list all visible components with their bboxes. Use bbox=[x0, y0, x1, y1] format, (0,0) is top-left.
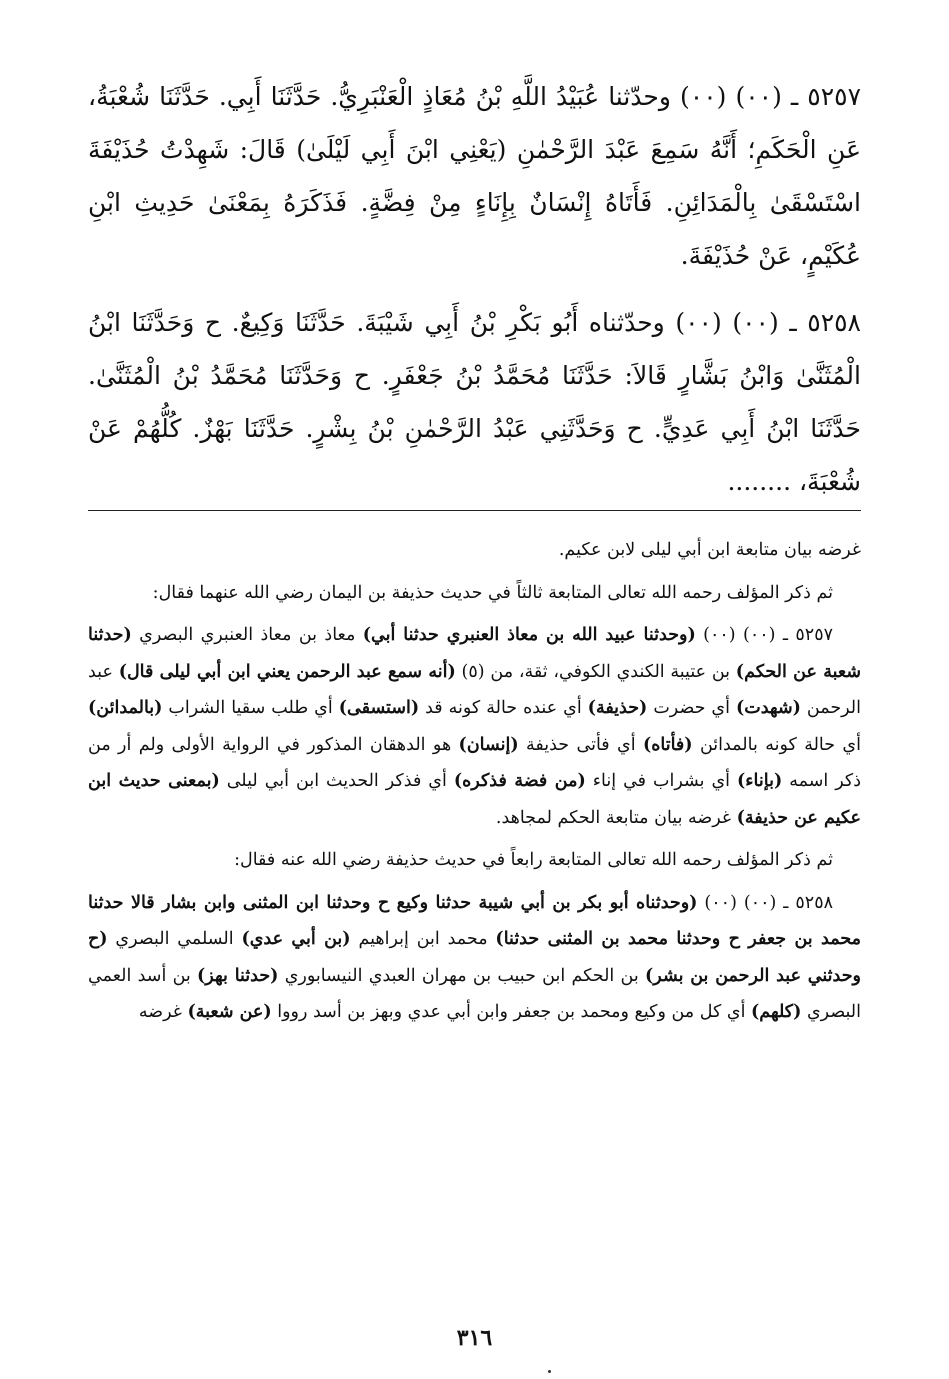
quoted-text: (بن أبي عدي) bbox=[241, 929, 351, 949]
commentary-paragraph-5258 bbox=[88, 885, 861, 1031]
hadith-number: ٥٢٥٧ ـ (٠٠) (٠٠) bbox=[695, 625, 833, 645]
hadith-5258-text: ٥٢٥٨ ـ (٠٠) (٠٠) وحدّثناه أَبُو بَكْرِ بْنُ أَبِي شَيْبَةَ. حَدَّثَنَا وَكِيعٌ. ح وَحَدَّثَنَا ابْنُ الْمُثَنَّىٰ وَابْنُ بَشَّارٍ قَالاَ: حَدَّثَنَا مُحَمَّدُ بْنُ جَعْفَرٍ. ح وَحَدَّثَنَا مُحَمَّدُ بْنُ الْمُثَنَّىٰ. حَدَّثَنَا ابْنُ أَبِي عَدِيٍّ. ح وَحَدَّثَنِي عَبْدُ الرَّحْمٰنِ بْنُ بِشْرٍ. حَدَّثَنَا بَهْزٌ. كُلُّهُمْ عَنْ شُعْبَةَ، ........ bbox=[88, 308, 861, 496]
explanation-text: بن الحكم ابن حبيب بن مهران العبدي النيسابوري bbox=[278, 965, 646, 986]
hadith-number: ٥٢٥٨ ـ (٠٠) (٠٠) bbox=[697, 892, 833, 913]
quoted-text: (ح وحدثني عبد الرحمن بن بشر) bbox=[88, 929, 862, 986]
explanation-text: أي حالة كونه بالمدائن bbox=[692, 734, 861, 755]
commentary-paragraph-4: ثم ذكر المؤلف رحمه الله تعالى المتابعة رابعاً في حديث حذيفة رضي الله عنه فقال: bbox=[234, 850, 833, 870]
quoted-text: (إنسان) bbox=[458, 734, 519, 755]
commentary-paragraph-2: ثم ذكر المؤلف رحمه الله تعالى المتابعة ثالثاً في حديث حذيفة بن اليمان رضي الله عنهما فقال: bbox=[152, 582, 833, 603]
explanation-text: أي عنده حالة كونه قد bbox=[419, 698, 588, 718]
explanation-text: أي حضرت bbox=[647, 698, 736, 718]
footer-dot bbox=[548, 1370, 551, 1373]
explanation-text: السلمي البصري bbox=[107, 929, 242, 949]
commentary-paragraph-1: غرضه بيان متابعة ابن أبي ليلى لابن عكيم. bbox=[558, 540, 861, 560]
quoted-text: (وحدثنا عبيد الله بن معاذ العنبري حدثنا أبي) bbox=[362, 625, 696, 645]
explanation-text: أي بشراب في إناء bbox=[585, 771, 738, 791]
quoted-text: (أنه سمع عبد الرحمن يعني ابن أبي ليلى قال) bbox=[118, 661, 456, 682]
explanation-text: أي فذكر الحديث ابن أبي ليلى bbox=[219, 771, 454, 791]
page-number: ٣١٦ bbox=[456, 1325, 493, 1351]
quoted-text: (كلهم) bbox=[751, 1002, 802, 1022]
explanation-text: عبد الرحمن bbox=[88, 661, 861, 718]
quoted-text: (بالمدائن) bbox=[88, 698, 163, 718]
hadith-5257-text: ٥٢٥٧ ـ (٠٠) (٠٠) وحدّثنا عُبَيْدُ اللَّهِ بْنُ مُعَاذٍ الْعَنْبَرِيُّ. حَدَّثَنَا أَبِي. حَدَّثَنَا شُعْبَةُ، عَنِ الْحَكَمِ؛ أَنَّهُ سَمِعَ عَبْدَ الرَّحْمٰنِ (يَعْنِي ابْنَ أَبِي لَيْلَىٰ) قَالَ: شَهِدْتُ حُذَيْفَةَ اسْتَسْقَىٰ بِالْمَدَائِنِ. فَأَتَاهُ إِنْسَانٌ بِإِنَاءٍ مِنْ فِضَّةٍ. فَذَكَرَهُ بِمَعْنَىٰ حَدِيثِ ابْنِ عُكَيْمٍ، عَنْ حُذَيْفَةَ. bbox=[88, 82, 861, 270]
quoted-text: (حدثنا بهز) bbox=[197, 965, 279, 986]
explanation-text: هو الدهقان المذكور في الرواية الأولى ولم أر من ذكر اسمه bbox=[88, 734, 862, 791]
commentary-paragraph-5257 bbox=[88, 617, 861, 836]
quoted-text: (وحدثناه أبو بكر بن أبي شيبة حدثنا وكيع ح وحدثنا ابن المثنى وابن بشار قالا حدثنا محمد بن جعفر ح وحدثنا محمد بن المثنى حدثنا) bbox=[88, 892, 861, 949]
explanation-text: محمد ابن إبراهيم bbox=[350, 929, 496, 949]
explanation-text: أي كل من وكيع ومحمد بن جعفر وابن أبي عدي وبهز بن أسد رووا bbox=[271, 1002, 752, 1022]
quoted-text: (فأتاه) bbox=[642, 734, 693, 755]
quoted-text: (شهدت) bbox=[735, 698, 801, 718]
explanation-text: أي طلب سقيا الشراب bbox=[162, 698, 339, 718]
explanation-text: معاذ بن معاذ العنبري البصري bbox=[131, 625, 363, 645]
quoted-text: (من فضة فذكره) bbox=[453, 771, 586, 791]
explanation-text: غرضه بيان متابعة الحكم لمجاهد. bbox=[495, 807, 737, 828]
quoted-text: (حذيفة) bbox=[587, 698, 648, 718]
explanation-text: غرضه bbox=[138, 1002, 188, 1022]
quoted-text: (استسقى) bbox=[338, 698, 420, 718]
book-page bbox=[88, 70, 861, 1379]
quoted-text: (بإناء) bbox=[737, 771, 783, 791]
explanation-text: بن عتيبة الكندي الكوفي، ثقة، من (٥) bbox=[455, 661, 736, 682]
quoted-text: (حدثنا شعبة عن الحكم) bbox=[88, 625, 861, 682]
explanation-text: أي فأتى حذيفة bbox=[518, 734, 643, 755]
quoted-text: (بمعنى حديث ابن عكيم عن حذيفة) bbox=[88, 771, 861, 828]
section-divider bbox=[88, 510, 861, 511]
quoted-text: (عن شعبة) bbox=[187, 1002, 272, 1022]
commentary-section bbox=[88, 532, 861, 1037]
explanation-text: بن أسد العمي البصري bbox=[88, 965, 861, 1022]
